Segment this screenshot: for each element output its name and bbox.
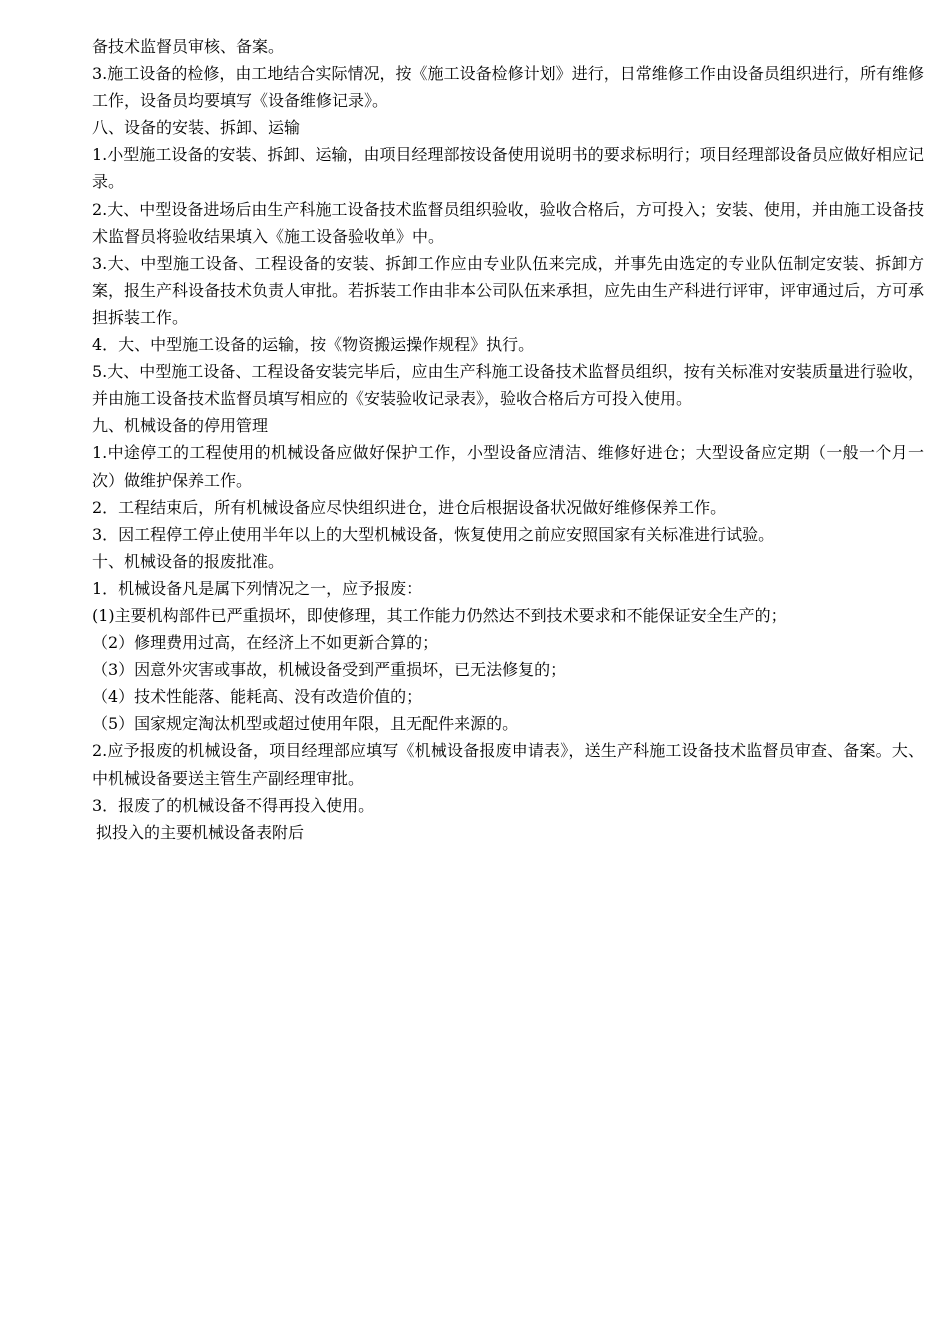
section-heading: 九、机械设备的停用管理 (92, 416, 269, 436)
list-item: (1)主要机构部件已严重损坏，即使修理，其工作能力仍然达不到技术要求和不能保证安全生产的； (92, 605, 787, 625)
document-body (92, 33, 924, 846)
paragraph: 1．机械设备凡是属下列情况之一，应予报废： (92, 578, 423, 598)
list-item: （2）修理费用过高，在经济上不如更新合算的； (92, 633, 439, 653)
section-heading: 十、机械设备的报废批准。 (92, 551, 285, 571)
paragraph: 1.小型施工设备的安装、拆卸、运输，由项目经理部按设备使用说明书的要求标明行；项目经理部设备员应做好相应记录。 (92, 145, 924, 192)
paragraph: 3.大、中型施工设备、工程设备的安装、拆卸工作应由专业队伍来完成，并事先由选定的专业队伍制定安装、拆卸方案，报生产科设备技术负责人审批。若拆装工作由非本公司队伍来承担，应先由生产科进行评审，评审通过后，方可承担拆装工作。 (92, 253, 925, 327)
paragraph: 2.应予报废的机械设备，项目经理部应填写《机械设备报废申请表》，送生产科施工设备技术监督员审查、备案。大、中机械设备要送主管生产副经理审批。 (92, 741, 924, 788)
paragraph: 5.大、中型施工设备、工程设备安装完毕后，应由生产科施工设备技术监督员组织，按有关标准对安装质量进行验收，并由施工设备技术监督员填写相应的《安装验收记录表》，验收合格后方可投入使用。 (92, 362, 924, 409)
paragraph: 2.大、中型设备进场后由生产科施工设备技术监督员组织验收，验收合格后，方可投入；安装、使用，并由施工设备技术监督员将验收结果填入《施工设备验收单》中。 (92, 199, 924, 246)
paragraph: 3．报废了的机械设备不得再投入使用。 (92, 795, 375, 815)
paragraph: 备技术监督员审核、备案。 (92, 37, 285, 56)
list-item: （4）技术性能落、能耗高、没有改造价值的； (92, 687, 423, 707)
list-item: （5）国家规定淘汰机型或超过使用年限，且无配件来源的。 (92, 714, 519, 734)
paragraph: 3.施工设备的检修，由工地结合实际情况，按《施工设备检修计划》进行，日常维修工作由设备员组织进行，所有维修工作，设备员均要填写《设备维修记录》。 (92, 64, 924, 111)
closing-note: 拟投入的主要机械设备表附后 (96, 822, 305, 842)
paragraph: 4．大、中型施工设备的运输，按《物资搬运操作规程》执行。 (92, 335, 535, 355)
section-heading: 八、设备的安装、拆卸、运输 (92, 118, 301, 138)
paragraph: 1.中途停工的工程使用的机械设备应做好保护工作，小型设备应清洁、维修好进仓；大型设备应定期（一般一个月一次）做维护保养工作。 (92, 443, 924, 490)
paragraph: 3．因工程停工停止使用半年以上的大型机械设备，恢复使用之前应安照国家有关标准进行试验。 (92, 524, 775, 544)
paragraph: 2．工程结束后，所有机械设备应尽快组织进仓，进仓后根据设备状况做好维修保养工作。 (92, 497, 727, 517)
list-item: （3）因意外灾害或事故，机械设备受到严重损坏，已无法修复的； (92, 660, 567, 680)
